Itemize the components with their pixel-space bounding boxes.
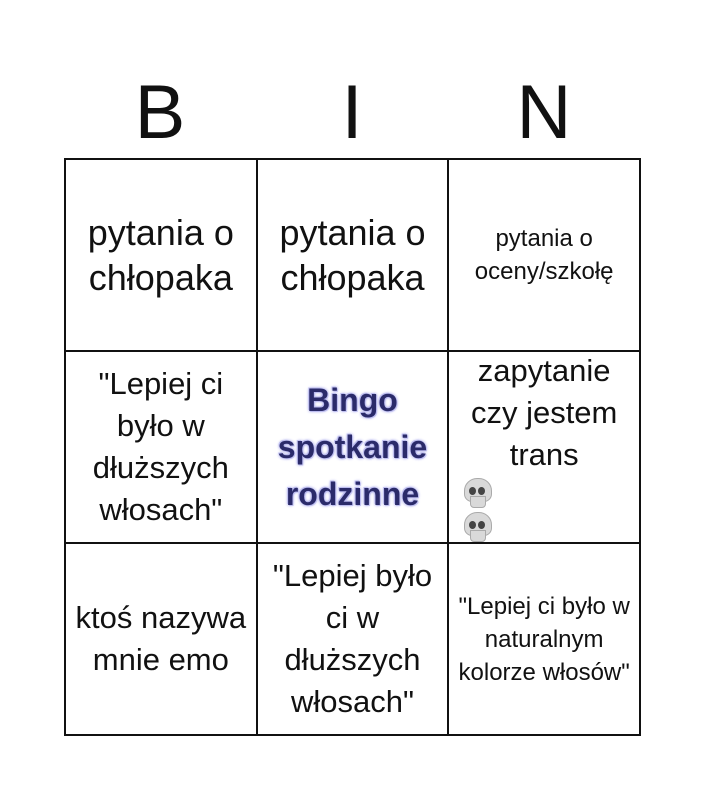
skull-icon — [461, 510, 493, 544]
skull-icon — [461, 476, 493, 510]
bingo-cell[interactable] — [449, 544, 641, 736]
cell-text-with-icons — [457, 352, 631, 544]
bingo-cell[interactable] — [66, 352, 258, 544]
cell-text: "Lepiej ci było w naturalnym kolorze włosów" — [458, 592, 630, 686]
bingo-cell[interactable] — [258, 160, 450, 352]
bingo-header — [64, 70, 641, 160]
bingo-cell[interactable] — [449, 352, 641, 544]
cell-text: pytania o chłopaka — [279, 212, 426, 298]
bingo-cell[interactable] — [66, 544, 258, 736]
cell-text: "Lepiej ci było w dłuższych włosach" — [92, 366, 229, 527]
bingo-cell[interactable] — [258, 544, 450, 736]
free-space-cell[interactable] — [258, 352, 450, 544]
free-space-label: Bingo spotkanie rodzinne — [277, 381, 428, 512]
bingo-cell[interactable] — [66, 160, 258, 352]
bingo-cell[interactable] — [449, 160, 641, 352]
header-letter-n: N — [516, 70, 572, 155]
cell-text: pytania o chłopaka — [87, 212, 234, 298]
header-letter-i: I — [341, 70, 363, 155]
cell-text: zapytanie czy jestem trans — [470, 353, 618, 472]
cell-text: pytania o oceny/szkołę — [474, 225, 614, 285]
bingo-grid — [64, 158, 641, 736]
cell-text: ktoś nazywa mnie emo — [75, 600, 247, 677]
header-letter-b: B — [134, 70, 186, 155]
cell-text: "Lepiej było ci w dłuższych włosach" — [272, 558, 433, 719]
